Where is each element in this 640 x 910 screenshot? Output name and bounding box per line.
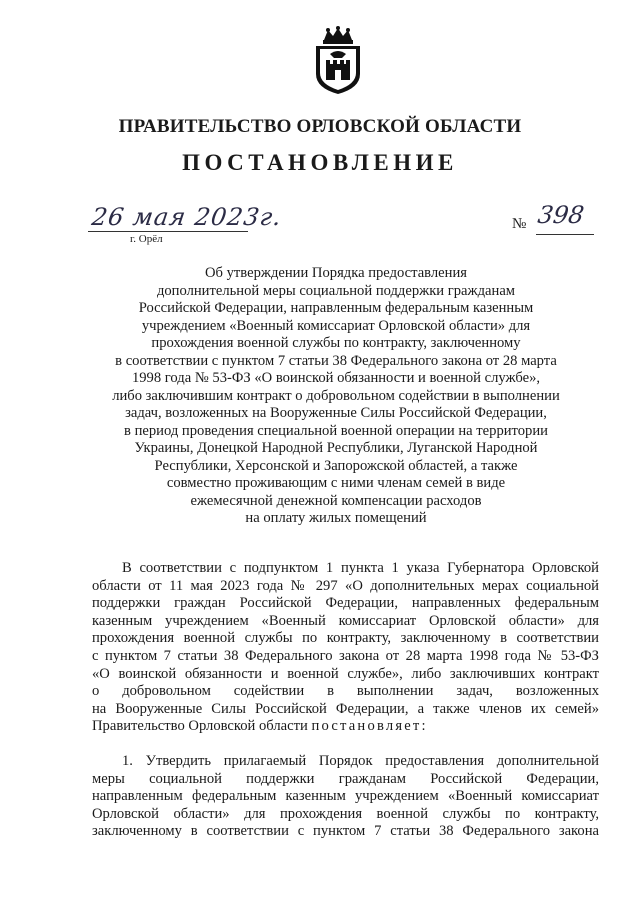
number-sign: № [512, 216, 527, 232]
paragraph-line: казенным учреждением «Военный комиссариат Орловской области» для [92, 612, 599, 629]
city-label: г. Орёл [130, 233, 163, 245]
title-line: либо заключившим контракт о добровольном содействии в выполнении [112, 387, 560, 404]
oryol-oblast-coat-of-arms-icon [312, 26, 364, 96]
title-line: Республики, Херсонской и Запорожской областей, а также [154, 457, 518, 474]
title-line: дополнительной меры социальной поддержки гражданам [156, 282, 516, 299]
paragraph-line: направленным федеральным казенным учреждением «Военный комиссариат [92, 788, 599, 805]
handwritten-date: 26 мая 2023г. [90, 203, 284, 231]
paragraph-line: прохождения военной службы по контракту, заключенному в соответствии [92, 630, 599, 647]
title-line: ежемесячной денежной компенсации расходов [190, 492, 482, 509]
title-line: на оплату жилых помещений [245, 510, 427, 526]
paragraph-line: о добровольном содействии в выполнении задач, возложенных [92, 683, 599, 700]
organization-title: ПРАВИТЕЛЬСТВО ОРЛОВСКОЙ ОБЛАСТИ [118, 116, 522, 137]
title-line: в период проведения специальной военной операции на территории [124, 422, 548, 439]
paragraph-line-final [92, 718, 599, 736]
handwritten-number: 398 [536, 201, 586, 229]
clause-1-paragraph [92, 753, 599, 841]
final-prefix: Правительство Орловской области [92, 718, 312, 735]
paragraph-line: меры социальной поддержки гражданам Российской Федерации, [92, 770, 599, 787]
paragraph-line: заключенному в соответствии с пунктом 7 статьи 38 Федерального закона [92, 823, 599, 840]
title-line: Российской Федерации, направленным федеральным казенным [138, 300, 534, 316]
date-underline [88, 231, 248, 232]
document-type: ПОСТАНОВЛЕНИЕ [182, 150, 458, 175]
title-line: задач, возложенных на Вооруженные Силы Российской Федерации, [125, 405, 547, 421]
paragraph-line: В соответствии с подпунктом 1 пункта 1 указа Губернатора Орловской [122, 560, 599, 576]
resolution-title [80, 265, 592, 528]
paragraph-line: 1. Утвердить прилагаемый Порядок предоставления дополнительной [122, 753, 599, 769]
paragraph-line: поддержки граждан Российской Федерации, направленных федеральным [92, 595, 599, 612]
paragraph-line: Орловской области» для прохождения военной службы по контракту, [92, 805, 599, 822]
title-line: Украины, Донецкой Народной Республики, Луганской Народной [134, 440, 538, 456]
title-line: в соответствии с пунктом 7 статьи 38 Федерального закона от 28 марта [115, 352, 557, 369]
paragraph-line: на Вооруженные Силы Российской Федерации, а также членов их семей» [92, 700, 599, 717]
resolves-word: постановляет: [311, 718, 428, 735]
number-underline [536, 234, 594, 235]
title-line: прохождения военной службы по контракту, заключенному [151, 335, 521, 351]
title-line: совместно проживающим с ними членам семей в виде [166, 475, 506, 491]
paragraph-line: области от 11 мая 2023 года № 297 «О дополнительных мерах социальной [92, 577, 599, 594]
paragraph-line: «О воинской обязанности и военной службе», либо заключивших контракт [92, 665, 599, 682]
preamble-paragraph [92, 560, 599, 736]
paragraph-line: с пунктом 7 статьи 38 Федерального закона от 28 марта 1998 года № 53-ФЗ [92, 647, 599, 664]
title-line: учреждением «Военный комиссариат Орловской области» для [141, 317, 531, 334]
title-line: 1998 года № 53-ФЗ «О воинской обязанности и военной службе», [131, 370, 541, 386]
title-line: Об утверждении Порядка предоставления [205, 265, 467, 281]
